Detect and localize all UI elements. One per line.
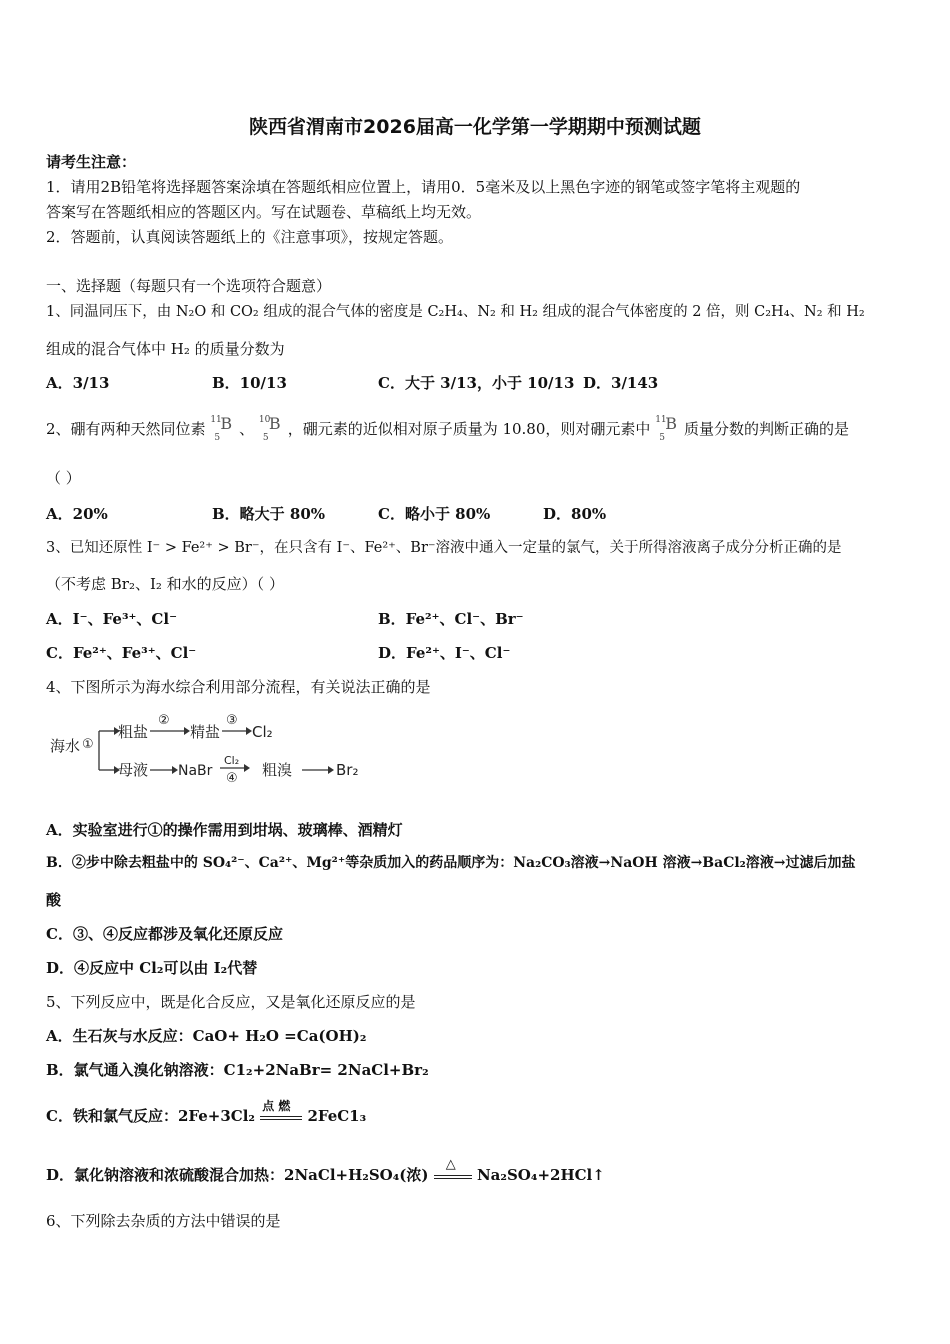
seawater-flow-diagram <box>46 708 376 788</box>
q2-stem-pre: 2、硼有两种天然同位素 <box>46 420 206 438</box>
isotope-b11-again <box>655 414 679 443</box>
q2-option-c: C．略小于 80% <box>378 505 491 523</box>
q2-option-a: A．20% <box>46 505 108 523</box>
q3-option-c: C．Fe²⁺、Fe³⁺、Cl⁻ <box>46 644 197 662</box>
ignite-condition-text: 点 燃 <box>262 1099 291 1113</box>
arrow-head <box>328 766 334 774</box>
q3-option-d: D．Fe²⁺、I⁻、Cl⁻ <box>378 644 511 662</box>
notice-line-2: 2．答题前，认真阅读答题纸上的《注意事项》，按规定答题。 <box>46 228 454 246</box>
equals-sign <box>434 1175 472 1179</box>
isotope-b10 <box>258 414 283 443</box>
q4-option-b-1: B．②步中除去粗盐中的 SO₄²⁻、Ca²⁺、Mg²⁺等杂质加入的药品顺序为：Na₂CO₃溶液→NaOH 溶液→BaCl₂溶液→过滤后加盐 <box>46 855 856 871</box>
q4-stem: 4、下图所示为海水综合利用部分流程，有关说法正确的是 <box>46 678 431 696</box>
isotope-symbol: B <box>220 414 233 433</box>
q1-option-c: C．大于 3/13，小于 10/13 <box>378 374 575 392</box>
q5-option-b: B．氯气通入溴化钠溶液：C1₂+2NaBr= 2NaCl+Br₂ <box>46 1061 429 1079</box>
step-4-label: ④ <box>226 771 238 786</box>
notice-heading: 请考生注意： <box>46 153 137 171</box>
q1-stem-2: 组成的混合气体中 H₂ 的质量分数为 <box>46 340 285 358</box>
q3-option-b: B．Fe²⁺、Cl⁻、Br⁻ <box>378 610 524 628</box>
q2-stem <box>46 414 849 443</box>
q5-c-equation-right: 2FeC1₃ <box>307 1107 367 1125</box>
isotope-symbol: B <box>268 414 281 433</box>
q3-stem-2: （不考虑 Br₂、I₂ 和水的反应）（ ） <box>46 575 284 593</box>
q5-d-equation-right: Na₂SO₄+2HCl↑ <box>476 1166 605 1184</box>
q5-stem: 5、下列反应中，既是化合反应，又是氧化还原反应的是 <box>46 993 416 1011</box>
q1-option-a: A．3/13 <box>46 374 110 392</box>
section-heading: 一、选择题（每题只有一个选项符合题意） <box>46 277 332 295</box>
q2-answer-paren: （ ） <box>46 469 81 487</box>
isotope-mass: 11 <box>655 415 667 425</box>
ignite-condition <box>260 1099 302 1120</box>
q1-option-b: B．10/13 <box>212 374 287 392</box>
isotope-symbol: B <box>665 414 677 433</box>
q1-option-d: D．3/143 <box>583 374 659 392</box>
q4-option-c: C．③、④反应都涉及氧化还原反应 <box>46 925 283 943</box>
equals-sign <box>260 1116 302 1120</box>
cl2-reagent-label: Cl₂ <box>224 754 240 767</box>
heat-condition <box>434 1157 472 1179</box>
q5-option-d <box>46 1157 605 1185</box>
q2-option-b: B．略大于 80% <box>212 505 326 523</box>
isotope-number: 5 <box>214 433 221 443</box>
q3-stem-1: 3、已知还原性 I⁻ > Fe²⁺ > Br⁻，在只含有 I⁻、Fe²⁺、Br⁻溶液中通入一定量的氯气，关于所得溶液离子成分分析正确的是 <box>46 540 842 556</box>
step-3-label: ③ <box>226 713 238 728</box>
q2-stem-post: 质量分数的判断正确的是 <box>683 420 849 438</box>
notice-line-1b: 答案写在答题纸相应的答题区内。写在试题卷、草稿纸上均无效。 <box>46 203 482 221</box>
isotope-mass: 10 <box>258 415 271 425</box>
crude-bromine-label: 粗溴 <box>262 761 293 779</box>
step-1-label: ① <box>82 737 94 752</box>
q5-d-equation-left: D．氯化钠溶液和浓硫酸混合加热：2NaCl+H₂SO₄(浓) <box>46 1166 429 1184</box>
nabr-label: NaBr <box>178 763 213 779</box>
crude-salt-label: 粗盐 <box>118 723 149 741</box>
q2-stem-mid2: ，硼元素的近似相对原子质量为 10.80，则对硼元素中 <box>287 420 651 438</box>
isotope-b11 <box>210 414 234 443</box>
q2-option-d: D．80% <box>543 505 607 523</box>
page-title: 陕西省渭南市2026届高一化学第一学期期中预测试题 <box>249 116 701 138</box>
q3-option-a: A．I⁻、Fe³⁺、Cl⁻ <box>46 610 177 628</box>
cl2-product-label: Cl₂ <box>252 723 273 741</box>
notice-line-1a: 1．请用2B铅笔将选择题答案涂填在答题纸相应位置上，请用0．5毫米及以上黑色字迹的钢笔或签字笔将主观题的 <box>46 178 801 196</box>
q2-stem-mid1: 、 <box>239 420 255 438</box>
br2-product-label: Br₂ <box>336 761 359 779</box>
arrow-head <box>244 764 250 772</box>
q1-stem-1: 1、同温同压下，由 N₂O 和 CO₂ 组成的混合气体的密度是 C₂H₄、N₂ 和 H₂ 组成的混合气体密度的 2 倍，则 C₂H₄、N₂ 和 H₂ <box>46 304 865 320</box>
isotope-number: 5 <box>262 433 269 443</box>
refined-salt-label: 精盐 <box>190 723 221 741</box>
heat-icon: △ <box>445 1157 456 1172</box>
q5-option-c <box>46 1099 367 1126</box>
q4-option-a: A．实验室进行①的操作需用到坩埚、玻璃棒、酒精灯 <box>46 821 403 839</box>
q4-option-b-2: 酸 <box>46 891 62 909</box>
isotope-mass: 11 <box>210 415 222 425</box>
isotope-number: 5 <box>659 433 665 443</box>
q5-c-equation-left: C．铁和氯气反应：2Fe+3Cl₂ <box>46 1107 255 1125</box>
q5-option-a: A．生石灰与水反应：CaO+ H₂O =Ca(OH)₂ <box>46 1027 367 1045</box>
seawater-label: 海水 <box>50 737 81 755</box>
mother-liquor-label: 母液 <box>118 761 149 779</box>
q4-option-d: D．④反应中 Cl₂可以由 I₂代替 <box>46 959 258 977</box>
q6-stem: 6、下列除去杂质的方法中错误的是 <box>46 1212 281 1230</box>
step-2-label: ② <box>158 713 170 728</box>
